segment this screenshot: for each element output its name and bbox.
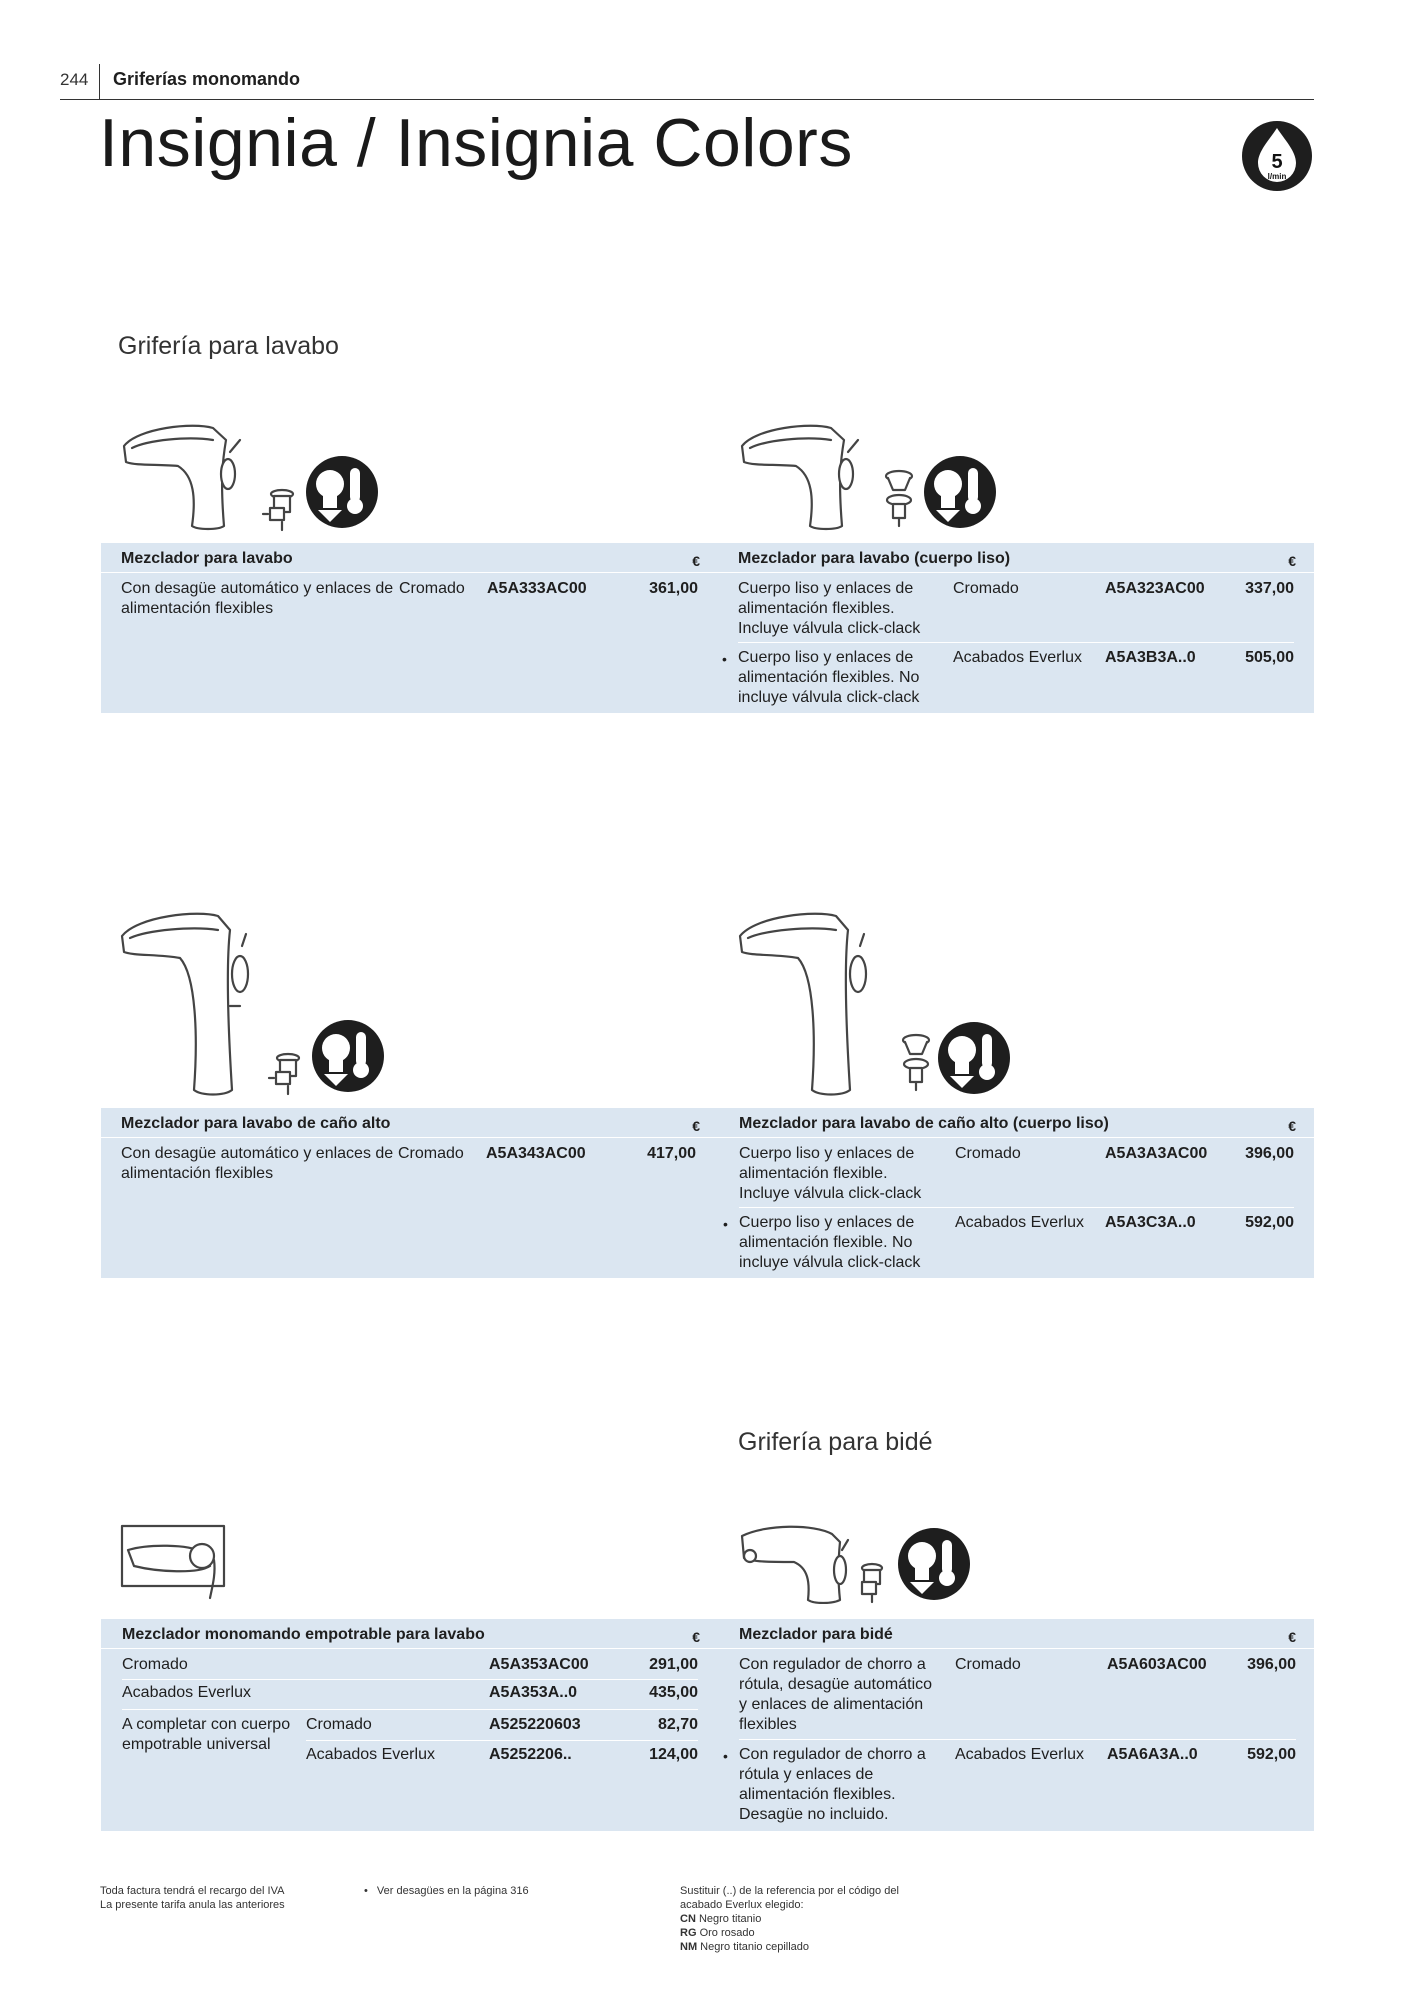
page-number: 244: [60, 70, 89, 89]
product-block-mezclador-lavabo: [101, 543, 718, 713]
single-lever-temperature-icon: [898, 1528, 970, 1600]
row-code: A5A603AC00: [1107, 1656, 1207, 1673]
currency-label: €: [692, 1629, 700, 1645]
single-lever-temperature-icon: [924, 456, 996, 528]
row-price: 592,00: [1247, 1746, 1296, 1763]
section-title-lavabo: Grifería para lavabo: [118, 332, 339, 360]
finish-name: Negro titanio: [698, 1913, 762, 1925]
bullet-marker: •: [723, 1748, 728, 1764]
product-header: [718, 1108, 1314, 1138]
row-price: 592,00: [1245, 1214, 1294, 1231]
product-block-mezclador-cano-alto-cuerpo-liso: [718, 1108, 1314, 1278]
faucet-drawing-icon: [118, 906, 393, 1096]
finish-code: NM: [680, 1941, 698, 1953]
row-finish: Acabados Everlux: [306, 1746, 435, 1763]
product-block-mezclador-lavabo-cuerpo-liso: [718, 543, 1314, 713]
row-price: 337,00: [1245, 580, 1294, 597]
currency-label: €: [1288, 1118, 1296, 1134]
product-header: [718, 543, 1314, 573]
row-description: Cuerpo liso y enlaces de alimentación flexibles. No incluye válvula click-clack: [738, 649, 920, 706]
row-finish: Cromado: [398, 1145, 464, 1162]
row-description: Con desagüe automático y enlaces de alimentación flexibles: [121, 1145, 394, 1182]
footer-note-iva: Toda factura tendrá el recargo del IVA: [100, 1885, 285, 1897]
faucet-drawing-icon: [118, 418, 393, 536]
row-divider: [739, 1739, 1296, 1740]
product-header: [101, 1619, 718, 1649]
row-code: A5A323AC00: [1105, 580, 1205, 597]
table-row: [718, 1144, 1314, 1210]
row-price: 396,00: [1245, 1145, 1294, 1162]
single-lever-temperature-icon: [306, 456, 378, 528]
row-price: 291,00: [649, 1656, 698, 1673]
footer-note-tarifa: La presente tarifa anula las anteriores: [100, 1899, 285, 1911]
currency-label: €: [692, 1118, 700, 1134]
row-code: A5252206..: [489, 1746, 572, 1763]
row-description: Con regulador de chorro a rótula, desagüe automático y enlaces de alimentación flexibles: [739, 1656, 933, 1733]
finish-code-item: [680, 1940, 920, 1954]
product-header: [101, 543, 718, 573]
finish-code-item: [680, 1926, 920, 1940]
row-description: Con regulador de chorro a rótula y enlaces de alimentación flexibles. Desagüe no incluido.: [739, 1746, 926, 1823]
product-name: Mezclador para lavabo (cuerpo liso): [738, 550, 1011, 567]
row-description: Cuerpo liso y enlaces de alimentación flexible. No incluye válvula click-clack: [739, 1214, 921, 1271]
row-code: A5A343AC00: [486, 1145, 586, 1162]
row-price: 361,00: [649, 580, 698, 597]
table-row: [101, 1745, 718, 1767]
pop-up-drain-icon: [269, 1054, 299, 1094]
row-code: A5A3C3A..0: [1105, 1214, 1196, 1231]
row-price: 435,00: [649, 1684, 698, 1701]
section-title-bide: Grifería para bidé: [738, 1428, 933, 1456]
row-finish: Acabados Everlux: [953, 649, 1082, 666]
row-code: A5A3B3A..0: [1105, 649, 1196, 666]
product-block-mezclador-cano-alto: [101, 1108, 718, 1278]
product-name: Mezclador para lavabo de caño alto (cuerpo liso): [739, 1115, 1109, 1132]
table-row: [718, 1655, 1314, 1741]
flow-unit: l/min: [1267, 172, 1287, 181]
currency-label: €: [1288, 1629, 1296, 1645]
faucet-drawing-icon: [118, 1522, 258, 1604]
table-row: [101, 1715, 718, 1753]
row-finish: Acabados Everlux: [955, 1214, 1084, 1231]
finish-name: Oro rosado: [699, 1927, 755, 1939]
pop-up-drain-icon: [862, 1564, 882, 1602]
product-block-mezclador-bide: [718, 1619, 1314, 1831]
single-lever-temperature-icon: [938, 1022, 1010, 1094]
row-finish: Cromado: [306, 1716, 372, 1733]
row-price: 505,00: [1245, 649, 1294, 666]
table-row: [101, 1655, 718, 1677]
water-drop-flow-icon: [1240, 119, 1314, 193]
row-description: Con desagüe automático y enlaces de alimentación flexibles: [121, 580, 394, 617]
pop-up-drain-icon: [263, 490, 293, 530]
row-divider: [122, 1679, 698, 1680]
product-name: Mezclador monomando empotrable para lavabo: [122, 1626, 485, 1643]
product-block-mezclador-empotrable: [101, 1619, 718, 1831]
row-code: A5A3A3AC00: [1105, 1145, 1208, 1162]
footer-desague-note: [364, 1884, 624, 1898]
row-divider: [122, 1709, 698, 1710]
row-divider: [738, 642, 1294, 643]
product-name: Mezclador para lavabo: [121, 550, 293, 567]
faucet-drawing-icon: [736, 906, 1011, 1096]
row-price: 396,00: [1247, 1656, 1296, 1673]
currency-label: €: [1288, 553, 1296, 569]
row-code: A5A6A3A..0: [1107, 1746, 1198, 1763]
header-section-title: Griferías monomando: [113, 69, 301, 89]
footer-replace-intro: Sustituir (..) de la referencia por el código del acabado Everlux elegido:: [680, 1885, 899, 1911]
row-divider: [739, 1207, 1294, 1208]
row-code: A525220603: [489, 1716, 581, 1733]
footer-desague-text: Ver desagües en la página 316: [376, 1885, 529, 1897]
header-separator: [99, 64, 100, 100]
product-header: [101, 1108, 718, 1138]
footer-everlux-codes: [680, 1884, 920, 1954]
table-row: [718, 579, 1314, 645]
footer-legal-notes: [100, 1884, 360, 1912]
product-header: [718, 1619, 1314, 1649]
product-name: Mezclador para bidé: [739, 1626, 893, 1643]
finish-code: CN: [680, 1913, 696, 1925]
bullet-marker: •: [723, 1216, 728, 1232]
click-clack-valve-icon: [886, 471, 912, 526]
flow-value: 5: [1271, 151, 1283, 173]
row-finish: Cromado: [955, 1145, 1021, 1162]
table-row: [101, 1683, 718, 1705]
bullet-marker: •: [722, 651, 727, 667]
faucet-drawing-icon: [736, 1522, 976, 1604]
click-clack-valve-icon: [903, 1035, 929, 1090]
table-row: [718, 1745, 1314, 1831]
single-lever-temperature-icon: [312, 1020, 384, 1092]
table-row: [718, 1213, 1314, 1279]
product-name: Mezclador para lavabo de caño alto: [121, 1115, 391, 1132]
row-price: 417,00: [647, 1145, 696, 1162]
header-rule: [60, 99, 1314, 100]
table-row: [101, 579, 718, 623]
row-price: 82,70: [657, 1716, 698, 1733]
row-description: Cuerpo liso y enlaces de alimentación flexibles. Incluye válvula click-clack: [738, 580, 921, 637]
table-row: [101, 1144, 718, 1188]
bullet-marker: •: [364, 1885, 368, 1897]
row-finish: Cromado: [955, 1656, 1021, 1673]
currency-label: €: [692, 553, 700, 569]
row-finish: Acabados Everlux: [955, 1746, 1084, 1763]
faucet-drawing-icon: [736, 418, 1011, 536]
row-description: Cromado: [122, 1656, 188, 1673]
row-code: A5A333AC00: [487, 580, 587, 597]
row-finish: Cromado: [399, 580, 465, 597]
row-divider: [306, 1740, 698, 1741]
row-code: A5A353AC00: [489, 1656, 589, 1673]
row-price: 124,00: [649, 1746, 698, 1763]
page-title: Insignia / Insignia Colors: [99, 105, 853, 181]
row-description: Cuerpo liso y enlaces de alimentación flexible. Incluye válvula click-clack: [739, 1145, 922, 1202]
finish-code: RG: [680, 1927, 697, 1939]
finish-name: Negro titanio cepillado: [700, 1941, 810, 1953]
row-finish: Cromado: [953, 580, 1019, 597]
row-code: A5A353A..0: [489, 1684, 578, 1701]
finish-code-item: [680, 1912, 920, 1926]
table-row: [718, 648, 1314, 714]
row-description: A completar con cuerpo empotrable universal: [122, 1716, 291, 1753]
row-description: Acabados Everlux: [122, 1684, 251, 1701]
